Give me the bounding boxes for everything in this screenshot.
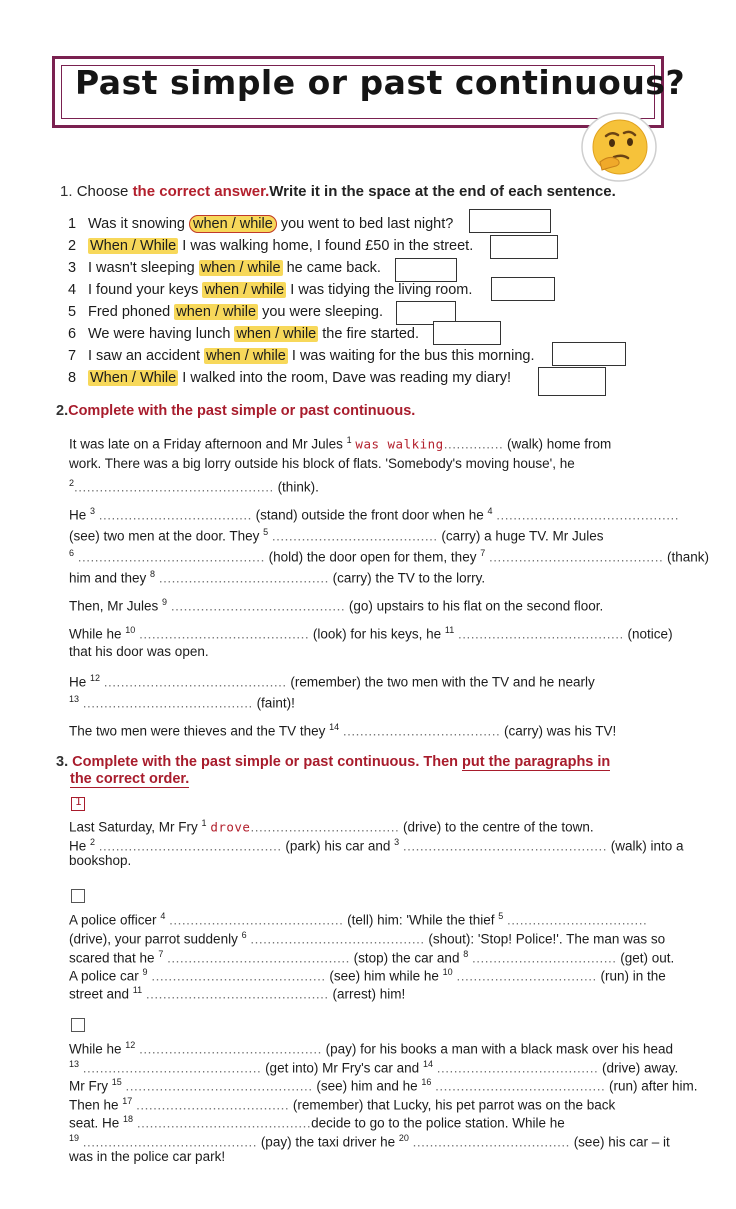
s2-line-3: $^2$............................................... (think). (69, 478, 319, 495)
answer-handwritten-s3-1: drove (210, 819, 251, 835)
blank-2[interactable]: ............................................... (74, 479, 274, 495)
s3-p2-line-4: A police car $^9$ ......................................... (see) him while he $^{10}$ ................................. (run) in the (69, 967, 666, 984)
s3-p3-line-3: Mr Fry $^{15}$ ............................................ (see) him and he $^{16}$ ........................................ (run) after him. (69, 1077, 698, 1094)
text: (get) out. (616, 950, 675, 966)
text: (run) after him. (605, 1078, 698, 1094)
answer-box-1[interactable] (469, 209, 551, 233)
text: (drive), your parrot suddenly (69, 931, 242, 947)
blank-12[interactable]: ........................................... (103, 674, 287, 690)
s2-line-9: While he $^{10}$ ........................................ (look) for his keys, he $^{11}$ ....................................... (notice) (69, 625, 673, 642)
blank-s3-9[interactable]: ......................................... (151, 968, 326, 984)
blank-s3-5[interactable]: ................................. (507, 912, 648, 928)
blank-s3-13[interactable]: .......................................... (82, 1060, 262, 1076)
row-text-post: I was waiting for the bus this morning. (287, 348, 535, 364)
text: Mr Fry (69, 1078, 112, 1094)
text: (remember) the two men with the TV and he nearly (286, 674, 595, 690)
s2-line-8: Then, Mr Jules $^9$ ......................................... (go) upstairs to his flat on the second floor. (69, 597, 604, 614)
s3-p3-line-7: was in the police car park! (69, 1149, 226, 1164)
text: (park) his car and (281, 838, 395, 854)
answer-box-4[interactable] (491, 277, 555, 301)
text: A police car (69, 968, 143, 984)
s2-line-2: work. There was a big lorry outside his block of flats. 'Somebody's moving house', he (69, 456, 575, 471)
exercise-row-5 (68, 302, 383, 322)
section3-title (56, 754, 610, 770)
choice-highlight[interactable]: when / while (206, 348, 286, 364)
section1-header-red: the correct answer. (132, 183, 270, 200)
text: (walk) home from (503, 436, 612, 452)
section1-header-part2: Write it in the space at the end of each sentence. (269, 183, 616, 200)
text: decide to go to the police station. While he (311, 1115, 565, 1131)
text: (see) two men at the door. They (69, 528, 264, 544)
s3-p2-line-1: A police officer $^4$ ......................................... (tell) him: 'While the thief $^5$ ................................. (69, 911, 648, 928)
choice-highlight[interactable]: when / while (176, 304, 257, 320)
blank-14[interactable]: ..................................... (342, 723, 501, 739)
text: Then he (69, 1097, 123, 1113)
text: Then, Mr Jules (69, 598, 163, 614)
text: scared that he (69, 950, 159, 966)
text: (drive) away. (598, 1060, 679, 1076)
s3-p2-line-3: scared that he $^7$ ........................................... (stop) the car and $^8$ .................................. (get) out. (69, 949, 675, 966)
text: He (69, 838, 91, 854)
s2-line-10: that his door was open. (69, 644, 209, 659)
thinking-face-icon (580, 112, 658, 182)
choice-highlight[interactable]: when / while (204, 282, 285, 298)
text: (arrest) him! (328, 986, 406, 1002)
exercise-row-3 (68, 258, 381, 278)
row-text-post: you were sleeping. (258, 304, 383, 320)
section2-title (56, 403, 415, 419)
section3-title-a: Complete with the past simple or past continuous. Then (72, 754, 463, 770)
blank-11[interactable]: ....................................... (458, 626, 624, 642)
s2-line-13: The two men were thieves and the TV they $^{14}$ ..................................... (carry) was his TV! (69, 722, 617, 739)
s3-p2-line-5: street and $^{11}$ ........................................... (arrest) him! (69, 985, 406, 1002)
blank-9[interactable]: ......................................... (170, 598, 346, 614)
s3-p3-line-4: Then he $^{17}$ .................................... (remember) that Lucky, his pet parrot was on the back (69, 1096, 616, 1113)
text: (see) him and he (312, 1078, 422, 1094)
text: (hold) the door open for them, they (264, 549, 481, 565)
text: (look) for his keys, he (309, 626, 445, 642)
section3-title-c: the correct order. (70, 771, 190, 787)
blank-s3-4[interactable]: ......................................... (169, 912, 344, 928)
choice-highlight[interactable]: When / While (90, 238, 177, 254)
exercise-row-6 (68, 324, 419, 344)
blank-s3-16[interactable]: ........................................ (435, 1078, 606, 1094)
s3-p3-line-6: $^{19}$ ......................................... (pay) the taxi driver he $^{20}$ ..................................... (see) his car – it (69, 1133, 670, 1150)
order-checkbox-2[interactable] (71, 889, 85, 903)
text: While he (69, 626, 126, 642)
row-text-pre: I saw an accident (88, 348, 205, 364)
s2-line-12: $^{13}$ ........................................ (faint)! (69, 694, 295, 711)
row-number: 1 (68, 216, 77, 232)
text: (notice) (623, 626, 673, 642)
text: It was late on a Friday afternoon and Mr Jules (69, 436, 347, 452)
choice-highlight[interactable]: when / while (236, 326, 317, 342)
blank-s3-17[interactable]: .................................... (136, 1097, 290, 1113)
s2-line-4: He $^3$ .................................... (stand) outside the front door when he $^4$ ........................................... (69, 506, 680, 523)
order-mark: 1 (75, 795, 82, 808)
blank-10[interactable]: ........................................ (139, 626, 310, 642)
blank-3[interactable]: .................................... (98, 507, 252, 523)
choice-highlight[interactable]: when / while (189, 215, 277, 233)
text: (carry) the TV to the lorry. (328, 570, 486, 586)
blank-s3-20[interactable]: ..................................... (412, 1134, 570, 1150)
row-number: 6 (68, 326, 77, 342)
answer-box-2[interactable] (490, 235, 558, 259)
exercise-row-1 (68, 214, 453, 234)
row-text-pre: I found your keys (88, 282, 203, 298)
text: (think). (273, 479, 319, 495)
row-number: 2 (68, 238, 77, 254)
section2-number: 2. (56, 403, 69, 419)
text: A police officer (69, 912, 161, 928)
text: (remember) that Lucky, his pet parrot was on the back (289, 1097, 616, 1113)
text: He (69, 507, 91, 523)
blank-7[interactable]: ......................................... (488, 549, 664, 565)
text: He (69, 674, 91, 690)
blank-s3-19[interactable]: ......................................... (82, 1134, 258, 1150)
exercise-row-2 (68, 236, 473, 256)
text: (get into) Mr Fry's car and (261, 1060, 423, 1076)
row-number: 3 (68, 260, 77, 276)
blank-s3-3[interactable]: ................................................ (402, 838, 607, 854)
blank-1[interactable]: was walking.............. (355, 436, 504, 452)
text: (shout): 'Stop! Police!'. The man was so (424, 931, 666, 947)
s3-p1-line-2: He $^2$ ........................................... (park) his car and $^3$ ................................................ (walk) into a (69, 837, 684, 854)
blank-s3-11[interactable]: ........................................... (145, 986, 329, 1002)
text: (tell) him: 'While the thief (343, 912, 499, 928)
row-text-post: I was walking home, I found £50 in the street. (178, 238, 474, 254)
text: (stand) outside the front door when he (251, 507, 488, 523)
text: (pay) for his books a man with a black mask over his head (321, 1041, 674, 1057)
row-number: 8 (68, 370, 77, 386)
text: (drive) to the centre of the town. (399, 819, 594, 835)
text: (run) in the (596, 968, 666, 984)
text: (faint)! (252, 695, 295, 711)
s3-p1-line-3: bookshop. (69, 853, 132, 868)
blank-4[interactable]: ........................................... (496, 507, 680, 523)
title-frame (52, 56, 686, 128)
text: him and they (69, 570, 151, 586)
section3-title-line2 (70, 771, 189, 787)
section1-header (60, 183, 616, 200)
answer-handwritten-1: was walking (355, 436, 444, 452)
exercise-row-4 (68, 280, 472, 300)
blank-6[interactable]: ............................................ (77, 549, 265, 565)
s2-line-6: $^6$ ............................................ (hold) the door open for them, they $^7$ ......................................... (thank) (69, 548, 710, 565)
row-number: 4 (68, 282, 77, 298)
text: (carry) was his TV! (500, 723, 617, 739)
text: (see) his car – it (569, 1134, 670, 1150)
blank-s3-10[interactable]: ................................. (456, 968, 597, 984)
answer-box-7[interactable] (552, 342, 626, 366)
text: (thank) (663, 549, 710, 565)
s3-p1-line-1: Last Saturday, Mr Fry $^1$ drove................................... (drive) to the centre of the town. (69, 818, 594, 835)
text: seat. He (69, 1115, 124, 1131)
s2-line-1: It was late on a Friday afternoon and Mr Jules $^1$ was walking.............. (walk) home from (69, 435, 612, 452)
s3-p2-line-2: (drive), your parrot suddenly $^6$ ......................................... (shout): 'Stop! Police!'. The man was so (69, 930, 666, 947)
blank-8[interactable]: ........................................ (158, 570, 329, 586)
blank-13[interactable]: ........................................ (82, 695, 253, 711)
s2-line-5: (see) two men at the door. They $^5$ ....................................... (carry) a huge TV. Mr Jules (69, 527, 604, 544)
s3-p3-line-1: While he $^{12}$ ........................................... (pay) for his books a man with a black mask over his head (69, 1040, 674, 1057)
text: (walk) into a (606, 838, 684, 854)
text: street and (69, 986, 133, 1002)
blank-s3-18[interactable]: ......................................... (136, 1115, 312, 1131)
exercise-row-8 (68, 368, 511, 388)
row-text-pre: We were having lunch (88, 326, 235, 342)
text: While he (69, 1041, 126, 1057)
row-text-post: I walked into the room, Dave was reading my diary! (178, 370, 512, 386)
section1-header-part1: Choose (76, 183, 133, 200)
section1-number: 1. (60, 183, 73, 200)
row-text-post: the fire started. (318, 326, 419, 342)
text: (go) upstairs to his flat on the second floor. (345, 598, 604, 614)
text: Last Saturday, Mr Fry (69, 819, 202, 835)
answer-box-3[interactable] (395, 258, 457, 282)
answer-box-6[interactable] (433, 321, 501, 345)
section3-title-b: put the paragraphs in (462, 754, 611, 770)
blank-s3-15[interactable]: ............................................ (125, 1078, 313, 1094)
s3-p3-line-2: $^{13}$ .......................................... (get into) Mr Fry's car and $^{14}$ ...................................... (drive) away. (69, 1059, 679, 1076)
order-checkbox-3[interactable] (71, 1018, 85, 1032)
section2-title-text: Complete with the past simple or past continuous. (68, 403, 416, 419)
answer-box-8[interactable] (538, 367, 606, 396)
s2-line-11: He $^{12}$ ........................................... (remember) the two men with the TV and he nearly (69, 673, 595, 690)
row-number: 7 (68, 348, 77, 364)
blank-s3-14[interactable]: ...................................... (436, 1060, 599, 1076)
blank-s3-1[interactable]: drove................................... (210, 819, 400, 835)
row-number: 5 (68, 304, 77, 320)
row-text-post: I was tidying the living room. (286, 282, 473, 298)
blank-5[interactable]: ....................................... (271, 528, 438, 544)
row-text-pre: Was it snowing (88, 216, 189, 232)
section3-number: 3. (56, 754, 69, 770)
row-text-pre: Fred phoned (88, 304, 175, 320)
blank-s3-12[interactable]: ........................................... (139, 1041, 322, 1057)
page-title: Past simple or past continuous? (75, 63, 686, 102)
row-text-pre: I wasn't sleeping (88, 260, 199, 276)
order-checkbox-1[interactable] (71, 797, 85, 811)
choice-highlight[interactable]: when / while (200, 260, 281, 276)
blank-s3-2[interactable]: ........................................... (98, 838, 282, 854)
row-text-post: you went to bed last night? (276, 216, 454, 232)
text: (stop) the car and (349, 950, 464, 966)
text: (carry) a huge TV. Mr Jules (437, 528, 604, 544)
choice-highlight[interactable]: When / While (90, 370, 177, 386)
text: The two men were thieves and the TV they (69, 723, 330, 739)
row-text-post: he came back. (282, 260, 381, 276)
s3-p3-line-5: seat. He $^{18}$ .........................................decide to go to the police station. While he (69, 1114, 565, 1131)
blank-s3-6[interactable]: ......................................... (250, 931, 425, 947)
blank-s3-8[interactable]: .................................. (471, 950, 617, 966)
blank-s3-7[interactable]: ........................................... (167, 950, 350, 966)
s2-line-7: him and they $^8$ ........................................ (carry) the TV to the lorry. (69, 569, 486, 586)
exercise-row-7 (68, 346, 535, 366)
text: (see) him while he (325, 968, 443, 984)
text: (pay) the taxi driver he (257, 1134, 399, 1150)
